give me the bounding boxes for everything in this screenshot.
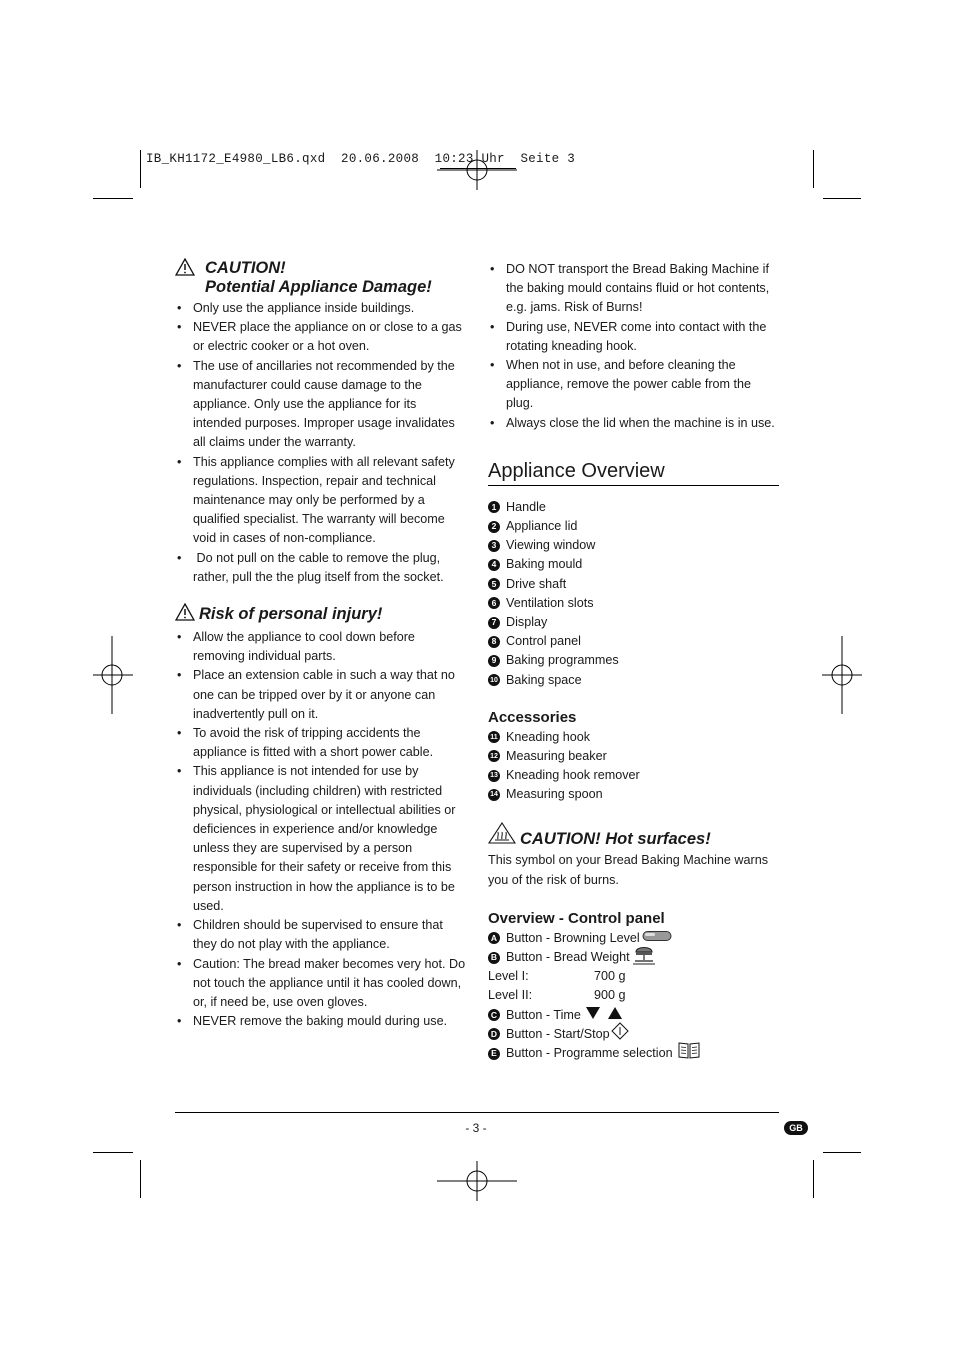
hot-surface-title: CAUTION! Hot surfaces! (520, 830, 711, 849)
control-item-d (488, 1025, 780, 1044)
risk-injury-title: Risk of personal injury! (199, 605, 383, 624)
arrow-down-icon (586, 1006, 600, 1025)
page-number: - 3 - (465, 1121, 487, 1135)
level-label: Level I: (488, 969, 529, 984)
accessory-label: Measuring beaker (506, 748, 607, 763)
accessory-label: Kneading hook (506, 729, 591, 744)
number-badge: 3 (488, 540, 500, 552)
control-item-c (488, 1006, 780, 1025)
control-label: Button - Start/Stop (506, 1026, 610, 1041)
control-panel-list (488, 929, 780, 967)
list-item: • To avoid the risk of tripping accidents the appliance is fitted with a short power cable. (175, 724, 467, 762)
number-badge: 4 (488, 559, 500, 571)
number-badge: 5 (488, 578, 500, 590)
appliance-overview-title: Appliance Overview (488, 459, 665, 482)
list-item: • Only use the appliance inside buildings. (175, 299, 467, 318)
list-item: • Children should be supervised to ensure that they do not play with the appliance. (175, 916, 467, 954)
accessory-item-14 (488, 785, 780, 804)
caution-damage-title-line1: CAUTION! (205, 259, 286, 277)
number-badge: 7 (488, 617, 500, 629)
part-item-5 (488, 575, 780, 594)
registration-mark-left (93, 636, 133, 714)
print-header-underline (440, 168, 516, 169)
left-column (175, 259, 467, 1031)
list-item: • This appliance complies with all relevant safety regulations. Inspection, repair and technical maintenance may only be performed by a qualified specialist. The warranty will become void in cases of non-compliance. (175, 453, 467, 549)
level-value: 900 g (594, 988, 626, 1003)
number-badge: 6 (488, 597, 500, 609)
list-item: • The use of ancillaries not recommended by the manufacturer could cause damage to the appliance. Only use the appliance for its intended purposes. Improper usage invalidates all claims under the warranty. (175, 357, 467, 453)
list-item: • This appliance is not intended for use by individuals (including children) with restricted physical, physiological or intellectual abilities or deficiences in experience and/or knowledge unless they are supervised by a person responsible for their safety or receive from this person instruction in how the appliance is to be used. (175, 762, 467, 916)
list-item: • Do not pull on the cable to remove the plug, rather, pull the the plug itself from the socket. (175, 549, 467, 587)
number-badge: 14 (488, 789, 500, 801)
control-item-e (488, 1044, 780, 1063)
part-item-6 (488, 594, 780, 613)
accessory-item-12 (488, 747, 780, 766)
hot-surface-warning-icon (488, 822, 516, 849)
letter-badge: E (488, 1048, 500, 1060)
number-badge: 12 (488, 750, 500, 762)
level-label: Level II: (488, 988, 533, 1003)
print-header: IB_KH1172_E4980_LB6.qxd 20.06.2008 10:23 Uhr Seite 3 (146, 152, 576, 166)
level-value: 700 g (594, 969, 626, 984)
part-label: Ventilation slots (506, 595, 594, 610)
list-item: • NEVER remove the baking mould during use. (175, 1012, 467, 1031)
number-badge: 2 (488, 521, 500, 533)
number-badge: 10 (488, 674, 500, 686)
part-label: Handle (506, 499, 546, 514)
part-label: Appliance lid (506, 519, 578, 534)
part-item-7 (488, 613, 780, 632)
part-item-8 (488, 632, 780, 651)
hot-surface-text: This symbol on your Bread Baking Machine warns you of the risk of burns. (488, 853, 768, 887)
part-label: Drive shaft (506, 576, 567, 591)
number-badge: 13 (488, 770, 500, 782)
number-badge: 1 (488, 501, 500, 513)
part-label: Baking programmes (506, 653, 619, 668)
control-label: Button - Bread Weight (506, 950, 630, 965)
part-item-2 (488, 517, 780, 536)
section-rule (488, 485, 779, 486)
accessory-item-13 (488, 766, 780, 785)
risk-injury-heading (175, 603, 467, 626)
letter-badge: B (488, 952, 500, 964)
warning-triangle-icon (175, 603, 195, 626)
number-badge: 8 (488, 636, 500, 648)
footer-rule (175, 1112, 779, 1113)
list-item: • Allow the appliance to cool down before removing individual parts. (175, 628, 467, 666)
part-label: Display (506, 614, 548, 629)
registration-mark-bottom (437, 1161, 517, 1201)
list-item: • NEVER place the appliance on or close to a gas or electric cooker or a hot oven. (175, 318, 467, 356)
list-item: • Place an extension cable in such a way that no one can be tripped over by it or anyone can inadvertently pull on it. (175, 666, 467, 724)
list-item: • DO NOT transport the Bread Baking Machine if the baking mould contains fluid or hot contents, e.g. jams. Risk of Burns! (488, 260, 780, 318)
list-item: • During use, NEVER come into contact with the rotating kneading hook. (488, 318, 780, 356)
letter-badge: C (488, 1009, 500, 1021)
part-item-9 (488, 651, 780, 670)
accessory-label: Measuring spoon (506, 787, 603, 802)
right-column (488, 260, 780, 1063)
programme-book-icon (678, 1041, 700, 1065)
hot-surface-heading (488, 822, 780, 849)
part-label: Control panel (506, 634, 581, 649)
control-panel-list-2 (488, 1006, 780, 1064)
accessory-item-11 (488, 728, 780, 747)
bread-weight-icon (632, 943, 656, 971)
risk-injury-list (175, 628, 467, 1031)
caution-damage-list (175, 299, 467, 587)
control-label: Button - Time (506, 1007, 581, 1022)
warning-triangle-icon (175, 258, 195, 297)
right-bullet-list (488, 260, 780, 433)
start-stop-icon (611, 1022, 629, 1046)
list-item: • When not in use, and before cleaning the appliance, remove the power cable from the plug. (488, 356, 780, 414)
parts-list (488, 498, 780, 690)
part-label: Baking space (506, 672, 582, 687)
part-item-4 (488, 555, 780, 574)
part-item-3 (488, 536, 780, 555)
part-item-1 (488, 498, 780, 517)
level-row-2 (488, 986, 780, 1005)
caution-damage-heading (175, 259, 467, 297)
part-item-10 (488, 671, 780, 690)
control-label: Button - Programme selection (506, 1045, 673, 1060)
list-item: • Always close the lid when the machine is in use. (488, 414, 780, 433)
letter-badge: D (488, 1028, 500, 1040)
control-label: Button - Browning Level (506, 930, 640, 945)
number-badge: 9 (488, 655, 500, 667)
control-item-b (488, 948, 780, 967)
accessories-title: Accessories (488, 708, 577, 726)
registration-mark-right (822, 636, 862, 714)
part-label: Baking mould (506, 557, 583, 572)
caution-damage-title-line2: Potential Appliance Damage! (205, 278, 432, 296)
accessories-list (488, 728, 780, 805)
list-item: • Caution: The bread maker becomes very hot. Do not touch the appliance until it has cooled down, or, if need be, use oven gloves. (175, 955, 467, 1013)
control-panel-title: Overview - Control panel (488, 909, 665, 927)
letter-badge: A (488, 932, 500, 944)
number-badge: 11 (488, 731, 500, 743)
accessory-label: Kneading hook remover (506, 768, 640, 783)
country-badge: GB (784, 1121, 808, 1135)
part-label: Viewing window (506, 538, 596, 553)
